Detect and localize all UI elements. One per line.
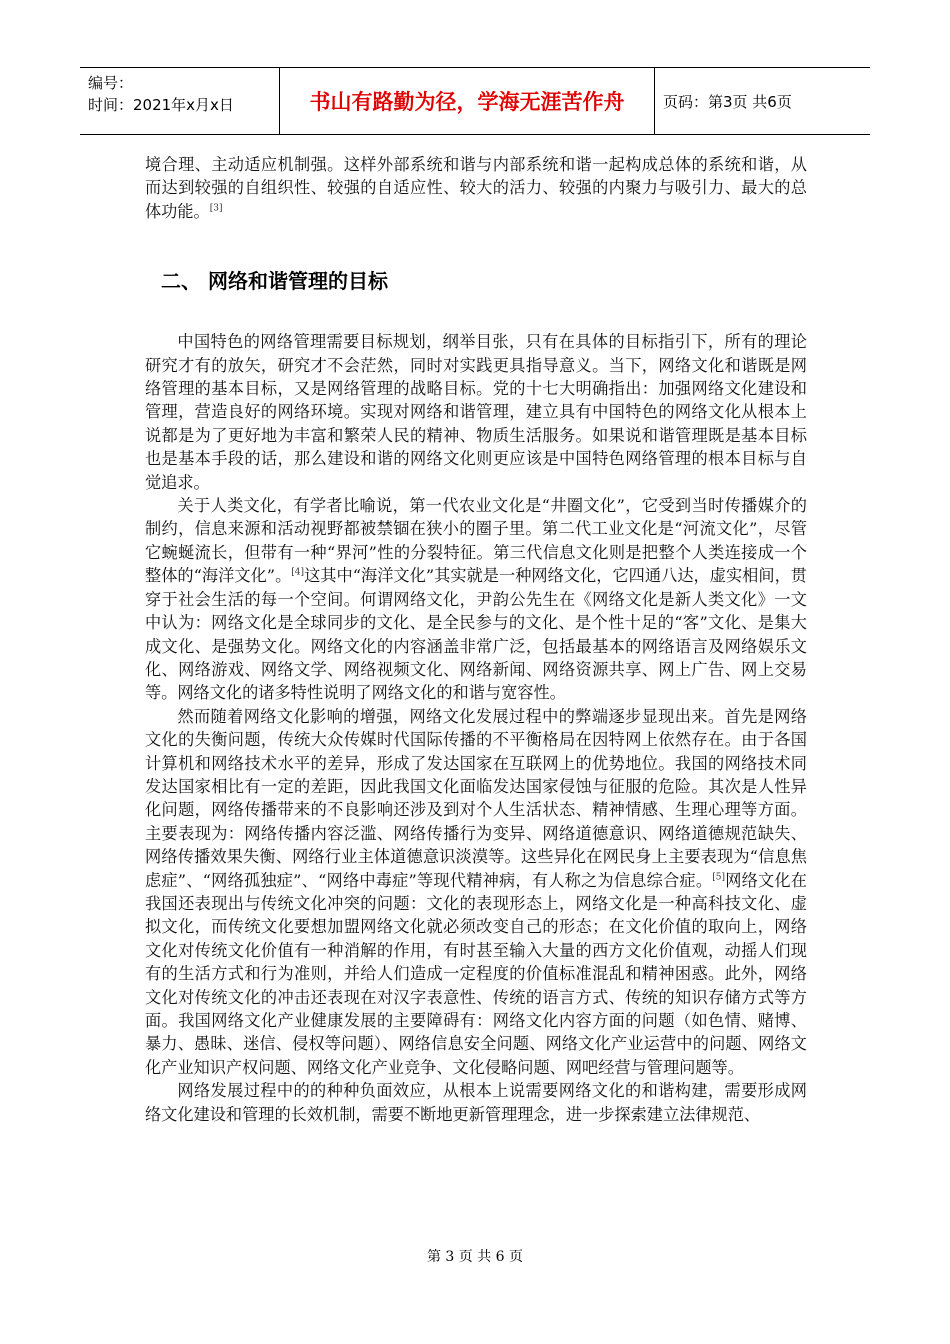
intro-paragraph (145, 153, 807, 223)
citation-5: [5] (712, 872, 725, 883)
intro-paragraph-text: 境合理、主动适应机制强。这样外部系统和谐与内部系统和谐一起构成总体的系统和谐，从而达到较强的自组织性、较强的自适应性、较大的活力、较强的内聚力与吸引力、最大的总体功能。 (145, 155, 807, 221)
document-body (145, 153, 807, 1126)
page-footer: 第 3 页 共 6 页 (426, 1249, 524, 1265)
citation-4: [4] (291, 567, 305, 578)
paragraph-3 (145, 705, 807, 1080)
page-header (80, 67, 870, 135)
paragraph-3-part-a: 然而随着网络文化影响的增强，网络文化发展过程中的弊端逐步显现出来。首先是网络文化的失衡问题，传统大众传媒时代国际传播的不平衡格局在因特网上依然存在。由于各国计算机和网络技术水平的差异，形成了发达国家在互联网上的优势地位。我国的网络技术同发达国家相比有一定的差距，因此我国文化面临发达国家侵蚀与征服的危险。其次是人性异化问题，网络传播带来的不良影响还涉及到对个人生活状态、精神情感、生理心理等方面。主要表现为：网络传播内容泛滥、网络传播行为变异、网络道德意识、网络道德规范缺失、网络传播效果失衡、网络行业主体道德意识淡漠等。这些异化在网民身上主要表现为“信息焦虑症”、“网络孤独症”、“网络中毒症”等现代精神病，有人称之为信息综合症。 (145, 706, 807, 890)
document-date-label: 时间：2021年x月x日 (88, 96, 234, 114)
paragraph-3-part-b: 网络文化在我国还表现出与传统文化冲突的问题：文化的表现形态上，网络文化是一种高科技文化、虚拟文化，而传统文化要想加盟网络文化就必须改变自己的形态；在文化价值的取向上，网络文化对传统文化价值有一种消解的作用，有时甚至输入大量的西方文化价值观，动摇人们现有的生活方式和行为准则，并给人们造成一定程度的价值标准混乱和精神困惑。此外，网络文化对传统文化的冲击还表现在对汉字表意性、传统的语言方式、传统的知识存储方式等方面。我国网络文化产业健康发展的主要障碍有：网络文化内容方面的问题（如色情、赌博、暴力、愚昧、迷信、侵权等问题）、网络信息安全问题、网络文化产业运营中的问题、网络文化产业知识产权问题、网络文化产业竞争、文化侵略问题、网吧经营与管理问题等。 (145, 870, 807, 1077)
header-motto: 书山有路勤为径，学海无涯苦作舟 (280, 68, 655, 134)
document-number-label: 编号： (88, 74, 134, 92)
paragraph-1: 中国特色的网络管理需要目标规划，纲举目张，只有在具体的目标指引下，所有的理论研究才有的放矢，研究才不会茫然，同时对实践更具指导意义。当下，网络文化和谐既是网络管理的基本目标，又是网络管理的战略目标。党的十七大明确指出：加强网络文化建设和管理，营造良好的网络环境。实现对网络和谐管理，建立具有中国特色的网络文化从根本上说都是为了更好地为丰富和繁荣人民的精神、物质生活服务。如果说和谐管理既是基本目标也是基本手段的话，那么建设和谐的网络文化则更应该是中国特色网络管理的根本目标与自觉追求。 (145, 332, 807, 492)
paragraph-2-part-b: 这其中“海洋文化”其实就是一种网络文化，它四通八达，虚实相间，贯穿于社会生活的每一个空间。何谓网络文化，尹韵公先生在《网络文化是新人类文化》一文中认为：网络文化是全球同步的文化、是全民参与的文化、是个性十足的“客”文化、是集大成文化、是强势文化。网络文化的内容涵盖非常广泛，包括最基本的网络语言及网络娱乐文化、网络游戏、网络文学、网络视频文化、网络新闻、网络资源共享、网上广告、网上交易等。网络文化的诸多特性说明了网络文化的和谐与宽容性。 (145, 566, 807, 703)
header-meta (80, 68, 280, 134)
citation-3: [3] (209, 203, 223, 214)
header-page-label: 页码：第3页 共6页 (663, 92, 792, 111)
paragraph-2-part-a: 关于人类文化，有学者比喻说，第一代农业文化是“井圈文化”，它受到当时传播媒介的制约，信息来源和活动视野都被禁锢在狭小的圈子里。第二代工业文化是“河流文化”，尽管它蜿蜒流长，但带有一种“界河”性的分裂特征。第三代信息文化则是把整个人类连接成一个整体的“海洋文化”。 (145, 496, 807, 586)
paragraph-4: 网络发展过程中的的种种负面效应，从根本上说需要网络文化的和谐构建，需要形成网络文化建设和管理的长效机制，需要不断地更新管理理念，进一步探索建立法律规范、 (145, 1081, 807, 1124)
section-heading: 二、 网络和谐管理的目标 (161, 269, 388, 294)
paragraph-2 (145, 494, 807, 705)
